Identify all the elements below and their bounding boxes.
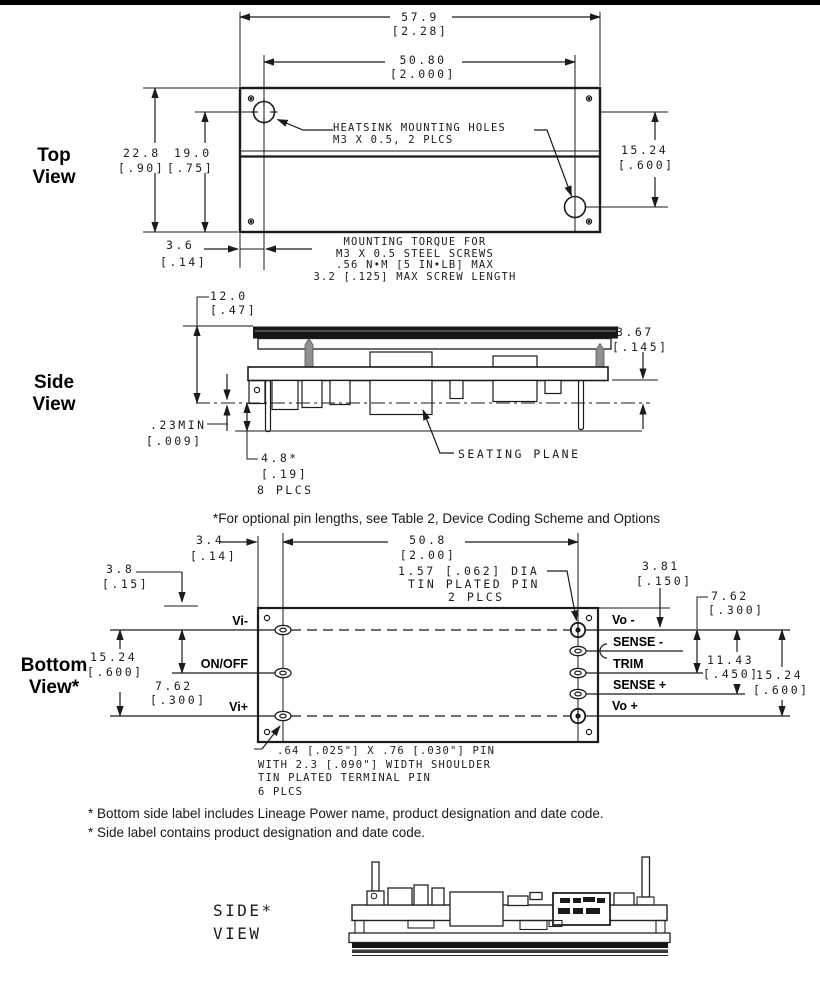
dim-right-second-mm: 11.43 (707, 653, 755, 667)
pin-note-line3: TIN PLATED TERMINAL PIN (258, 772, 431, 784)
heatsink-holes-note-line1: HEATSINK MOUNTING HOLES (333, 122, 506, 134)
dim-edge-to-pin-mm: 3.4 (196, 533, 225, 547)
dim-depth-in: [.90] (118, 161, 166, 175)
pin-label-sense-minus: SENSE - (613, 635, 664, 649)
dim-pin-length-mm: 4.8* (261, 451, 299, 465)
dim-overall-width-mm: 57.9 (401, 10, 439, 24)
left-pin (266, 381, 271, 432)
pin-label-trim: TRIM (613, 657, 644, 671)
dim-row-offset-mm: 3.81 (642, 559, 680, 573)
side-view-label-line1: Side (33, 372, 75, 393)
pin-note-line4: 6 PLCS (258, 785, 304, 798)
dia-note-line1: 1.57 [.062] DIA (398, 564, 540, 578)
dim-right-span-in: [.600] (753, 683, 810, 697)
seating-plane-label: SEATING PLANE (458, 447, 581, 461)
pin-label-on-off: ON/OFF (200, 657, 248, 671)
dim-right-second-in: [.450] (703, 667, 760, 681)
dim-pin-span-in: [2.00] (399, 548, 457, 562)
top-view-label (10, 145, 98, 189)
dim-board-gap-mm: 3.67 (616, 325, 654, 339)
pin-label-vi-plus: Vi+ (229, 700, 248, 714)
dim-pin-length-in: [.19] (261, 467, 309, 481)
dim-row-offset-in: [.150] (636, 574, 693, 588)
torque-note-line4: 3.2 [.125] MAX SCREW LENGTH (313, 270, 517, 283)
dim-standoff-in: [.009] (146, 434, 203, 448)
dim-pin-span-mm: 50.8 (409, 533, 447, 547)
heatsink-plate (349, 933, 670, 943)
torque-note-line3: .56 N•M [5 IN•LB] MAX (336, 259, 494, 271)
heatsink-holes-note-line2: M3 X 0.5, 2 PLCS (333, 134, 454, 146)
side-view-label-line2: View (32, 394, 76, 415)
dim-right-span-mm: 15.24 (756, 668, 804, 682)
bottom-side-view-label-line1: SIDE* (213, 901, 274, 920)
dim-standoff-mm: .23MIN (150, 418, 207, 432)
pin-label-vo-plus: Vo + (612, 699, 638, 713)
top-view-label-line1: Top (37, 145, 71, 166)
pcb-bar (352, 905, 667, 921)
dim-left-top-in: [.15] (102, 577, 150, 591)
dim-hole-edge-mm: 15.24 (621, 143, 669, 157)
corner-screws (248, 96, 591, 224)
dim-hole-edge-in: [.600] (618, 158, 675, 172)
dim-hole-offset-in: [.75] (167, 161, 215, 175)
dim-hole-span-mm: 50.80 (399, 53, 447, 67)
footnote-bottom-label: * Bottom side label includes Lineage Power name, product designation and date code. (88, 806, 604, 821)
terminal-pins (275, 622, 586, 724)
bottom-side-view-drawing (349, 857, 670, 956)
dim-left-top-mm: 3.8 (106, 562, 135, 576)
pcb-board (248, 367, 608, 381)
pin-label-vo-minus: Vo - (612, 613, 635, 627)
torque-note-line2: M3 X 0.5 STEEL SCREWS (336, 247, 494, 260)
pin-label-vi-minus: Vi- (232, 614, 248, 628)
top-view-label-line2: View (32, 167, 76, 188)
dim-left-span-in: [.600] (87, 665, 144, 679)
dim-pin-length-plcs: 8 PLCS (257, 483, 314, 497)
dim-left-half-in: [.300] (150, 693, 207, 707)
pin-length-footnote: *For optional pin lengths, see Table 2, Device Coding Scheme and Options (213, 511, 661, 526)
heatsink-mounting-holes (251, 99, 586, 218)
footnote-side-label: * Side label contains product designation and date code. (88, 825, 425, 840)
dim-module-height-mm: 12.0 (210, 289, 248, 303)
dim-hole-span-in: [2.000] (390, 67, 456, 81)
side-view-drawing (183, 297, 658, 459)
dim-left-half-mm: 7.62 (155, 679, 193, 693)
right-pin (579, 381, 584, 430)
heatsink-bar (253, 327, 618, 339)
bottom-side-view-label-line2: VIEW (213, 924, 262, 943)
bottom-view-body (258, 608, 598, 742)
dim-left-span-mm: 15.24 (90, 650, 138, 664)
bottom-view-label-line2: View* (28, 677, 80, 698)
dim-right-first-mm: 7.62 (711, 589, 749, 603)
dia-note-line2: TIN PLATED PIN (408, 577, 540, 591)
pin-label-sense-plus: SENSE + (613, 678, 667, 692)
dim-side-margin-in: [.14] (160, 255, 208, 269)
top-view-body (240, 88, 600, 232)
dim-side-margin-mm: 3.6 (166, 238, 195, 252)
dim-edge-to-pin-in: [.14] (190, 549, 238, 563)
dim-hole-offset-mm: 19.0 (174, 146, 212, 160)
dim-depth-mm: 22.8 (123, 146, 161, 160)
dim-board-gap-in: [.145] (612, 340, 669, 354)
dia-note-line3: 2 PLCS (448, 590, 505, 604)
dim-overall-width-in: [2.28] (391, 24, 449, 38)
dim-right-first-in: [.300] (708, 603, 765, 617)
dim-module-height-in: [.47] (210, 303, 258, 317)
torque-note-line1: MOUNTING TORQUE FOR (343, 236, 487, 248)
pin-note-line2: WITH 2.3 [.090"] WIDTH SHOULDER (258, 758, 492, 771)
side-view-label (10, 372, 98, 416)
pin-note-line1: .64 [.025"] X .76 [.030"] PIN (277, 745, 496, 757)
bottom-view-label-line1: Bottom (20, 655, 88, 676)
